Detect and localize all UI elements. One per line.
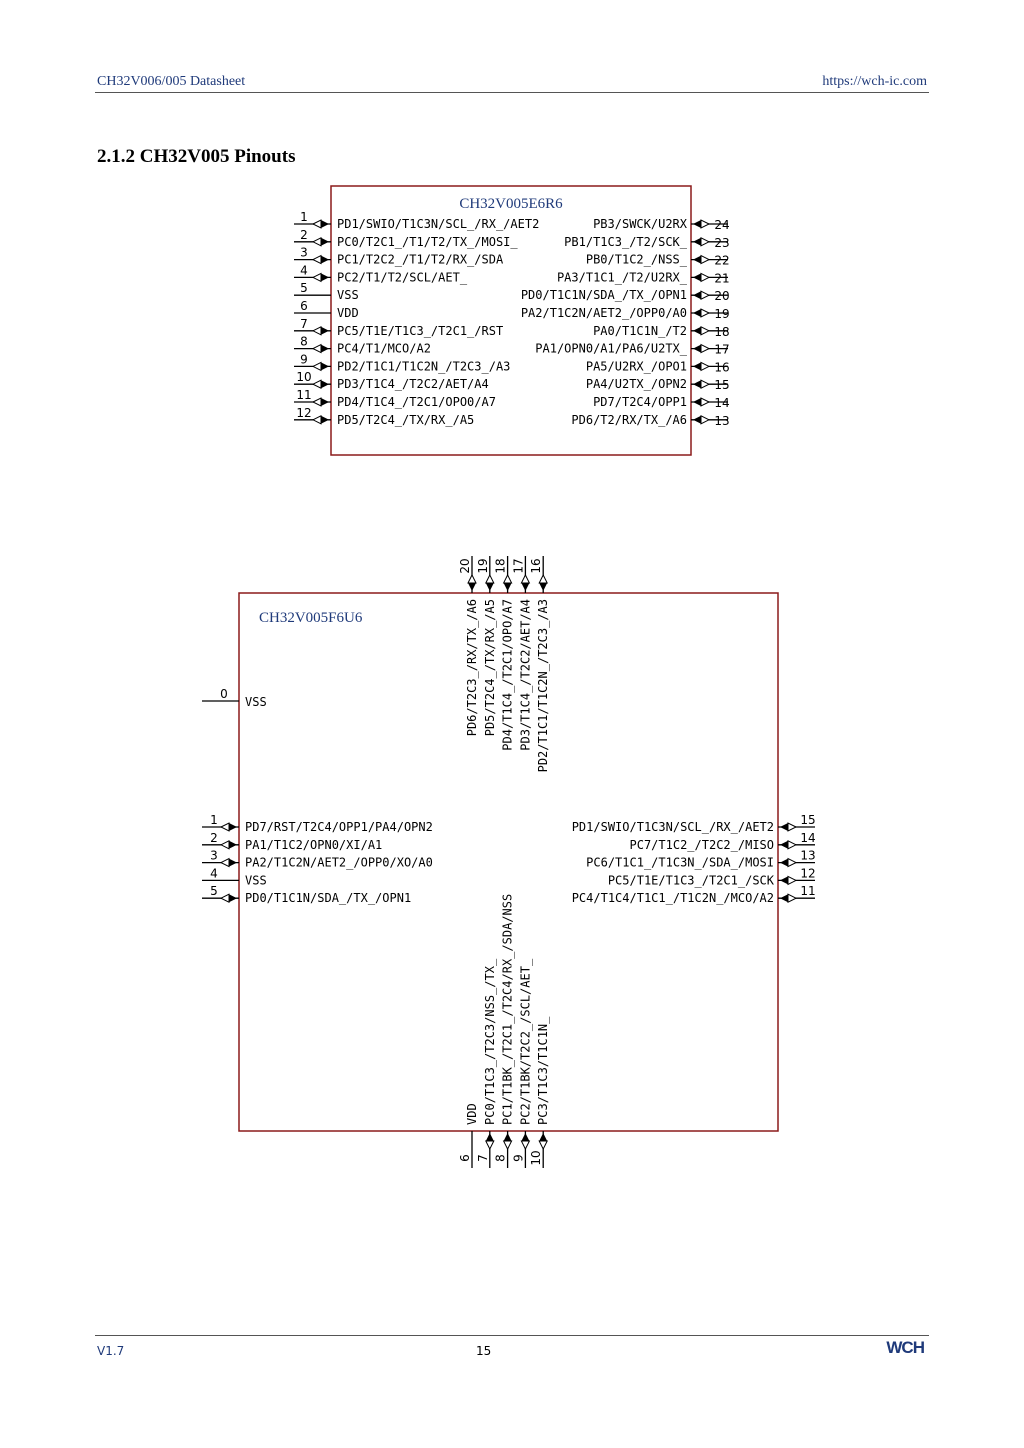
chip2-top-pin-16-arrow-out bbox=[539, 575, 547, 583]
chip2-right-pin-15-arrow-out bbox=[788, 823, 796, 831]
chip2-bottom-pin-8-arrow-in bbox=[504, 1133, 512, 1141]
chip2-top-pin-19-arrow-out bbox=[486, 575, 494, 583]
chip2-left-pin-label: PA1/T1C2/OPN0/XI/A1 bbox=[245, 837, 383, 852]
chip1-right-pin-label: PA0/T1C1N_/T2 bbox=[593, 323, 687, 338]
chip2-bottom-pin-number: 8 bbox=[493, 1154, 508, 1162]
chip1-left-pin-number: 1 bbox=[300, 210, 308, 224]
chip1-left-pin-label: PC1/T2C2_/T1/T2/RX_/SDA bbox=[337, 252, 504, 267]
chip2-top-pin-17-arrow-in bbox=[521, 583, 529, 591]
chip1-left-pin-number: 4 bbox=[300, 263, 308, 278]
chip2-right-pin-14-arrow-out bbox=[788, 841, 796, 849]
chip1-left-pin-9-arrow-out bbox=[313, 362, 321, 370]
chip2-right-pin-label: PC5/T1E/T1C3_/T2C1_/SCK bbox=[607, 873, 774, 888]
chip1-left-pin-7-arrow-out bbox=[313, 327, 321, 335]
chip2-bottom-pin-9-arrow-out bbox=[521, 1141, 529, 1149]
chip2-top-pin-16-arrow-in bbox=[539, 583, 547, 591]
chip1-right-pin-22-arrow-out bbox=[701, 256, 709, 264]
chip2-left-pin-number: 3 bbox=[210, 848, 218, 863]
chip2-top-pin-18-arrow-in bbox=[504, 583, 512, 591]
chip1-right-pin-number: 24 bbox=[714, 218, 730, 232]
chip1-left-pin-number: 8 bbox=[300, 334, 308, 349]
chip1-right-pin-16-arrow-in bbox=[693, 362, 701, 370]
chip2-left-pin-2-arrow-out bbox=[221, 841, 229, 849]
chip1-left-pin-1-arrow-in bbox=[321, 220, 329, 228]
chip2-bottom-pin-label: VDD bbox=[465, 1103, 479, 1125]
chip1-right-pin-19-arrow-out bbox=[701, 309, 709, 317]
chip1-left-pin-8-arrow-out bbox=[313, 345, 321, 353]
chip2-bottom-pin-label: PC0/T1C3_/T2C3/NSS_/TX_ bbox=[482, 958, 497, 1125]
chip2-top-pin-20-arrow-out bbox=[468, 575, 476, 583]
section-title: 2.1.2 CH32V005 Pinouts bbox=[97, 146, 296, 167]
chip1-left-pin-label: PC4/T1/MCO/A2 bbox=[337, 341, 431, 356]
chip1-left-pin-label: PD5/T2C4_/TX/RX_/A5 bbox=[337, 412, 475, 427]
header-right: https://wch-ic.com bbox=[822, 74, 927, 89]
chip1-left-pin-4-arrow-in bbox=[321, 273, 329, 281]
chip1-left-pin-7-arrow-in bbox=[321, 327, 329, 335]
chip1-right-pin-number: 19 bbox=[714, 307, 730, 321]
chip2-top-pin-label: PD3/T1C4_/T2C2/AET/A4 bbox=[518, 599, 533, 751]
chip1-right-pin-label: PD0/T1C1N/SDA_/TX_/OPN1 bbox=[520, 288, 687, 303]
chip2-bottom-pin-label: PC3/T1C3/T1C1N_ bbox=[536, 1016, 551, 1125]
chip1-right-pin-21-arrow-out bbox=[701, 273, 709, 281]
chip1-left-pin-12-arrow-out bbox=[313, 416, 321, 424]
chip1-left-pin-number: 2 bbox=[300, 227, 308, 242]
chip1-left-pin-label: PD1/SWIO/T1C3N/SCL_/RX_/AET2 bbox=[337, 217, 540, 231]
chip2-bottom-pin-9-arrow-in bbox=[521, 1133, 529, 1141]
chip1-left-pin-9-arrow-in bbox=[321, 362, 329, 370]
chip2-top-pin-label: PD5/T2C4_/TX/RX_/A5 bbox=[482, 599, 497, 737]
chip1-right-pin-24-arrow-out bbox=[701, 220, 709, 228]
chip1-right-pin-label: PB3/SWCK/U2RX bbox=[593, 217, 687, 231]
chip2-left-pin-number: 2 bbox=[210, 830, 218, 845]
chip1-left-pin-number: 6 bbox=[300, 299, 308, 313]
chip2-left-pin-5-arrow-out bbox=[221, 894, 229, 902]
chip1-right-pin-15-arrow-out bbox=[701, 380, 709, 388]
chip2-left-pin-number: 4 bbox=[210, 866, 218, 881]
chip1-right-pin-18-arrow-out bbox=[701, 327, 709, 335]
chip1-name: CH32V005E6R6 bbox=[459, 196, 563, 212]
header-left: CH32V006/005 Datasheet bbox=[97, 74, 246, 89]
chip1-right-pin-number: 13 bbox=[714, 413, 730, 428]
chip1-left-pin-number: 9 bbox=[300, 352, 308, 367]
chip1-left-pin-number: 3 bbox=[300, 245, 308, 260]
chip1-right-pin-label: PB1/T1C3_/T2/SCK_ bbox=[564, 234, 687, 249]
chip2-pad-pin-number: 0 bbox=[220, 687, 228, 701]
chip2-right-pin-12-arrow-out bbox=[788, 876, 796, 884]
chip2-right-pin-label: PD1/SWIO/T1C3N/SCL_/RX_/AET2 bbox=[571, 820, 774, 834]
chip2-bottom-pin-10-arrow-out bbox=[539, 1141, 547, 1149]
chip1-right-pin-label: PB0/T1C2_/NSS_ bbox=[585, 252, 687, 267]
chip2-bottom-pin-7-arrow-out bbox=[486, 1141, 494, 1149]
chip2-right-pin-11-arrow-in bbox=[780, 894, 788, 902]
chip2-top-pin-number: 16 bbox=[529, 558, 544, 574]
chip2-bottom-pin-label: PC2/T1BK/T2C2_/SCL/AET_ bbox=[518, 958, 533, 1125]
chip1-left-pin-label: PD4/T1C4_/T2C1/OPO0/A7 bbox=[337, 395, 496, 409]
chip1-right-pin-22-arrow-in bbox=[693, 256, 701, 264]
chip1-right-pin-16-arrow-out bbox=[701, 362, 709, 370]
chip1-right-pin-label: PA1/OPN0/A1/PA6/U2TX_ bbox=[535, 341, 687, 356]
chip1-left-pin-4-arrow-out bbox=[313, 273, 321, 281]
chip1-right-pin-label: PA3/T1C1_/T2/U2RX_ bbox=[556, 270, 687, 285]
chip2-top-pin-19-arrow-in bbox=[486, 583, 494, 591]
chip1-right-pin-13-arrow-out bbox=[701, 416, 709, 424]
chip1-right-pin-number: 15 bbox=[714, 378, 730, 393]
chip2-left-pin-label: PA2/T1C2N/AET2_/OPP0/XO/A0 bbox=[245, 855, 433, 870]
chip1-right-pin-label: PA2/T1C2N/AET2_/OPP0/A0 bbox=[520, 306, 687, 320]
footer-divider bbox=[95, 1335, 929, 1336]
chip2-right-pin-12-arrow-in bbox=[780, 876, 788, 884]
chip1-left-pin-label: PC5/T1E/T1C3_/T2C1_/RST bbox=[337, 323, 504, 338]
chip1-left-pin-label: PC2/T1/T2/SCL/AET_ bbox=[337, 270, 468, 285]
chip2-bottom-pin-number: 7 bbox=[475, 1154, 490, 1162]
chip1-right-pin-number: 14 bbox=[714, 396, 730, 410]
chip1-right-pin-number: 23 bbox=[714, 235, 730, 250]
chip2-left-pin-label: PD0/T1C1N/SDA_/TX_/OPN1 bbox=[245, 891, 412, 906]
chip2-left-pin-3-arrow-out bbox=[221, 859, 229, 867]
chip1-right-pin-21-arrow-in bbox=[693, 273, 701, 281]
chip2-top-pin-18-arrow-out bbox=[504, 575, 512, 583]
chip2-right-pin-number: 13 bbox=[800, 848, 816, 863]
wch-logo: WCH bbox=[886, 1338, 924, 1357]
chip2-right-pin-label: PC4/T1C4/T1C1_/T1C2N_/MCO/A2 bbox=[571, 891, 774, 906]
chip2-bottom-pin-7-arrow-in bbox=[486, 1133, 494, 1141]
chip2-right-pin-13-arrow-in bbox=[780, 859, 788, 867]
chip2-right-pin-13-arrow-out bbox=[788, 859, 796, 867]
chip2-top-pin-label: PD4/T1C4_/T2C1/OPO/A7 bbox=[500, 599, 515, 751]
chip2-right-pin-number: 12 bbox=[800, 866, 816, 881]
chip1-right-pin-number: 17 bbox=[714, 342, 730, 357]
chip2-right-pin-14-arrow-in bbox=[780, 841, 788, 849]
chip1-right-pin-23-arrow-out bbox=[701, 238, 709, 246]
chip1-left-pin-label: PD2/T1C1/T1C2N_/T2C3_/A3 bbox=[337, 359, 511, 374]
chip1-left-pin-11-arrow-in bbox=[321, 398, 329, 406]
chip2-left-pin-label: PD7/RST/T2C4/OPP1/PA4/OPN2 bbox=[245, 820, 433, 834]
chip1-left-pin-number: 12 bbox=[296, 405, 312, 420]
chip2-top-pin-17-arrow-out bbox=[521, 575, 529, 583]
chip2-right-pin-15-arrow-in bbox=[780, 823, 788, 831]
chip2-top-pin-20-arrow-in bbox=[468, 583, 476, 591]
chip1-left-pin-label: VSS bbox=[337, 288, 359, 303]
chip1-left-pin-8-arrow-in bbox=[321, 345, 329, 353]
chip2-top-pin-number: 19 bbox=[475, 558, 490, 574]
chip2-top-pin-number: 17 bbox=[511, 558, 526, 574]
chip2-top-pin-number: 18 bbox=[493, 558, 508, 574]
chip2-right-pin-label: PC6/T1C1_/T1C3N_/SDA_/MOSI bbox=[586, 855, 774, 870]
chip2-name: CH32V005F6U6 bbox=[259, 610, 363, 626]
chip1-left-pin-3-arrow-in bbox=[321, 256, 329, 264]
chip2-left-pin-label: VSS bbox=[245, 873, 267, 888]
chip1-right-pin-number: 20 bbox=[714, 289, 730, 304]
chip2-pad-pin-label: VSS bbox=[245, 695, 267, 709]
chip2-left-pin-number: 5 bbox=[210, 884, 218, 899]
chip1-right-pin-20-arrow-in bbox=[693, 291, 701, 299]
chip2-left-pin-2-arrow-in bbox=[229, 841, 237, 849]
chip2-left-pin-1-arrow-out bbox=[221, 823, 229, 831]
chip2-left-pin-3-arrow-in bbox=[229, 859, 237, 867]
chip2-right-pin-11-arrow-out bbox=[788, 894, 796, 902]
chip1-left-pin-3-arrow-out bbox=[313, 256, 321, 264]
chip1-right-pin-17-arrow-out bbox=[701, 345, 709, 353]
chip1-right-pin-number: 16 bbox=[714, 360, 730, 375]
chip1-left-pin-10-arrow-out bbox=[313, 380, 321, 388]
chip1-right-pin-18-arrow-in bbox=[693, 327, 701, 335]
chip1-right-pin-17-arrow-in bbox=[693, 345, 701, 353]
chip2-top-pin-label: PD2/T1C1/T1C2N_/T2C3_/A3 bbox=[536, 599, 551, 773]
chip2-right-pin-number: 15 bbox=[800, 813, 816, 827]
chip1-right-pin-15-arrow-in bbox=[693, 380, 701, 388]
chip1-right-pin-number: 22 bbox=[714, 253, 730, 268]
chip1-left-pin-10-arrow-in bbox=[321, 380, 329, 388]
chip2-right-pin-number: 14 bbox=[800, 830, 816, 845]
chip1-left-pin-2-arrow-out bbox=[313, 238, 321, 246]
chip1-left-pin-label: PC0/T2C1_/T1/T2/TX_/MOSI_ bbox=[337, 234, 518, 249]
chip2-bottom-pin-8-arrow-out bbox=[504, 1141, 512, 1149]
chip1-right-pin-20-arrow-out bbox=[701, 291, 709, 299]
chip1-left-pin-11-arrow-out bbox=[313, 398, 321, 406]
chip2-right-pin-label: PC7/T1C2_/T2C2_/MISO bbox=[629, 837, 774, 852]
chip1-right-pin-24-arrow-in bbox=[693, 220, 701, 228]
chip1-left-pin-number: 10 bbox=[296, 370, 312, 385]
chip1-left-pin-label: VDD bbox=[337, 306, 359, 320]
chip1-right-pin-label: PD6/T2/RX/TX_/A6 bbox=[571, 412, 687, 427]
chip2-bottom-pin-number: 9 bbox=[511, 1154, 526, 1162]
chip2-right-pin-number: 11 bbox=[800, 884, 816, 899]
chip1-left-pin-2-arrow-in bbox=[321, 238, 329, 246]
chip2-bottom-pin-number: 10 bbox=[529, 1150, 544, 1166]
chip1-left-pin-1-arrow-out bbox=[313, 220, 321, 228]
chip1-right-pin-label: PD7/T2C4/OPP1 bbox=[593, 395, 687, 409]
chip1-right-pin-19-arrow-in bbox=[693, 309, 701, 317]
chip1-right-pin-23-arrow-in bbox=[693, 238, 701, 246]
chip1-right-pin-number: 21 bbox=[714, 271, 730, 286]
chip1-left-pin-number: 11 bbox=[296, 388, 312, 402]
chip2-top-pin-label: PD6/T2C3_/RX/TX_/A6 bbox=[465, 599, 479, 737]
chip1-right-pin-14-arrow-out bbox=[701, 398, 709, 406]
chip1-right-pin-14-arrow-in bbox=[693, 398, 701, 406]
chip1-left-pin-label: PD3/T1C4_/T2C2/AET/A4 bbox=[337, 377, 489, 392]
chip1-right-pin-label: PA4/U2TX_/OPN2 bbox=[585, 377, 687, 392]
chip2-left-pin-5-arrow-in bbox=[229, 894, 237, 902]
chip2-bottom-pin-label: PC1/T1BK_/T2C1_/T2C4/RX_/SDA/NSS bbox=[500, 893, 515, 1125]
chip1-right-pin-number: 18 bbox=[714, 324, 730, 339]
chip1-right-pin-13-arrow-in bbox=[693, 416, 701, 424]
footer-version: V1.7 bbox=[97, 1344, 125, 1358]
chip2-bottom-pin-10-arrow-in bbox=[539, 1133, 547, 1141]
chip2-top-pin-number: 20 bbox=[458, 558, 472, 574]
chip2-bottom-pin-number: 6 bbox=[458, 1154, 472, 1162]
chip2-left-pin-1-arrow-in bbox=[229, 823, 237, 831]
chip1-left-pin-number: 7 bbox=[300, 316, 308, 331]
chip1-left-pin-12-arrow-in bbox=[321, 416, 329, 424]
footer-page-number: 15 bbox=[476, 1344, 492, 1358]
chip1-left-pin-number: 5 bbox=[300, 281, 308, 296]
chip2-left-pin-number: 1 bbox=[210, 813, 218, 827]
chip1-right-pin-label: PA5/U2RX_/OPO1 bbox=[585, 359, 687, 374]
